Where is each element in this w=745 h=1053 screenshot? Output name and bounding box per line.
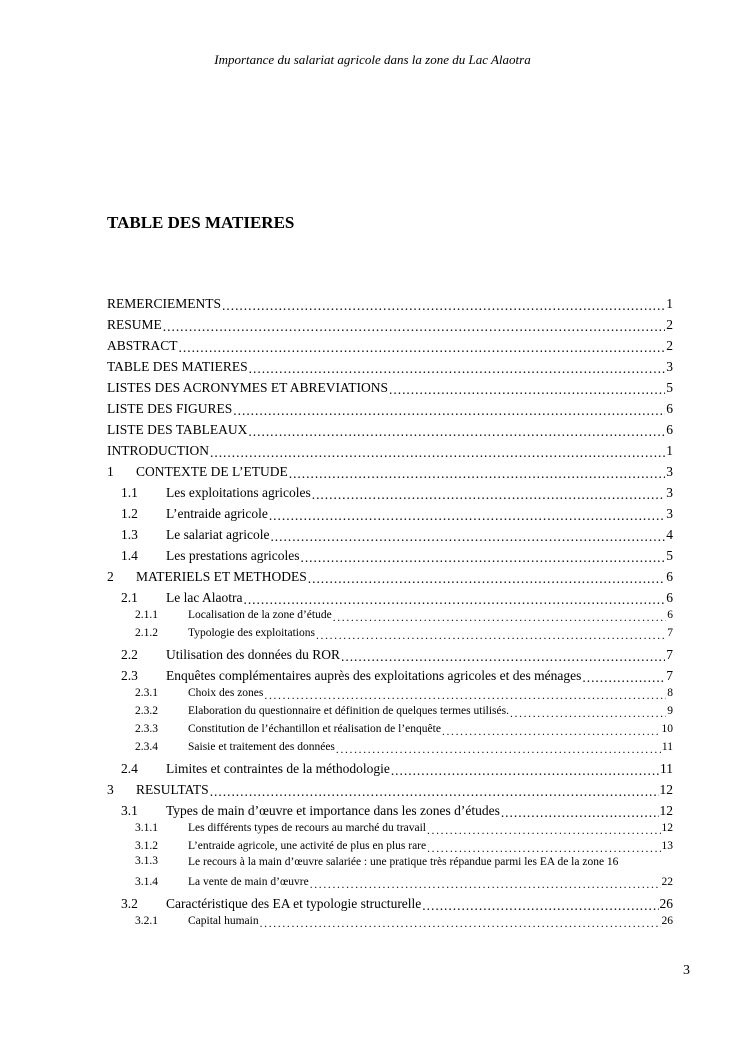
toc-entry-number: 1 xyxy=(107,464,114,479)
toc-entry-section-2-1[interactable] xyxy=(107,584,673,605)
toc-leader xyxy=(391,765,659,776)
toc-entry-text: Les prestations agricoles xyxy=(166,548,300,563)
toc-leader xyxy=(222,300,665,311)
toc-leader xyxy=(389,384,665,395)
toc-entry-page: 2 xyxy=(666,317,673,332)
toc-leader xyxy=(260,920,661,929)
toc-entry-page: 22 xyxy=(661,876,673,888)
toc-entry-number: 2.1.1 xyxy=(135,609,158,621)
toc-entry-text: INTRODUCTION xyxy=(107,443,209,458)
toc-entry-text: Utilisation des données du ROR xyxy=(166,647,340,662)
toc-entry-page: 26 xyxy=(659,896,673,911)
toc-entry-section-2-2[interactable] xyxy=(107,641,673,662)
toc-entry-section-2-4[interactable] xyxy=(107,755,673,776)
toc-entry-section-1[interactable] xyxy=(107,458,673,479)
toc-entry-text: RESUME xyxy=(107,317,162,332)
toc-entry-page: 3 xyxy=(666,359,673,374)
toc-entry-page: 3 xyxy=(666,506,673,521)
toc-entry-number: 3.1 xyxy=(121,803,138,818)
toc-leader xyxy=(248,426,665,437)
toc-entry-text: Capital humain xyxy=(188,915,259,927)
toc-entry-text: Saisie et traitement des données xyxy=(188,741,335,753)
toc-entry-number: 2.3.3 xyxy=(135,723,158,735)
toc-entry-resume[interactable] xyxy=(107,311,673,332)
toc-entry-text: ABSTRACT xyxy=(107,338,178,353)
toc-entry-text: Le salariat agricole xyxy=(166,527,270,542)
toc-entry-page: 1 xyxy=(666,296,673,311)
toc-entry-text: LISTES DES ACRONYMES ET ABREVIATIONS xyxy=(107,380,389,395)
toc-entry-text: Choix des zones xyxy=(188,687,264,699)
toc-entry-number: 2.3 xyxy=(121,668,138,683)
toc-entry-tableaux[interactable] xyxy=(107,416,673,437)
toc-entry-number: 2.1.2 xyxy=(135,627,158,639)
toc-entry-number: 2 xyxy=(107,569,114,584)
toc-leader xyxy=(264,692,666,701)
toc-leader xyxy=(270,531,665,542)
toc-entry-abstract[interactable] xyxy=(107,332,673,353)
toc-entry-page: 6 xyxy=(666,569,673,584)
toc-entry-number: 2.3.2 xyxy=(135,705,158,717)
toc-entry-number: 1.4 xyxy=(121,548,138,563)
toc-leader xyxy=(422,900,658,911)
toc-entry-page: 5 xyxy=(666,380,673,395)
toc-entry-number: 3.2 xyxy=(121,896,138,911)
toc-entry-page: 1 xyxy=(666,443,673,458)
toc-leader xyxy=(300,552,665,563)
toc-entry-section-3-1-3[interactable] xyxy=(107,854,673,872)
toc-entry-section-3-2-1[interactable] xyxy=(107,911,673,929)
toc-entry-page: 11 xyxy=(660,761,673,776)
toc-entry-text: L’entraide agricole xyxy=(166,506,268,521)
toc-entry-text: TABLE DES MATIERES xyxy=(107,359,248,374)
toc-entry-acronymes[interactable] xyxy=(107,374,673,395)
toc-leader xyxy=(442,728,661,737)
toc-entry-text: MATERIELS ET METHODES xyxy=(136,569,307,584)
toc-leader xyxy=(427,845,660,854)
toc-entry-page: 3 xyxy=(666,485,673,500)
toc-entry-section-2-1-2[interactable] xyxy=(107,623,673,641)
toc-entry-text: Les exploitations agricoles xyxy=(166,485,311,500)
toc-entry-number: 3 xyxy=(107,782,114,797)
toc-entry-section-2[interactable] xyxy=(107,563,673,584)
toc-entry-text: RESULTATS xyxy=(136,782,209,797)
toc-entry-section-3-1-4[interactable] xyxy=(107,872,673,890)
toc-entry-page: 5 xyxy=(666,548,673,563)
toc-leader xyxy=(501,807,659,818)
toc-leader xyxy=(336,746,661,755)
toc-entry-section-1-4[interactable] xyxy=(107,542,673,563)
toc-entry-number: 2.1 xyxy=(121,590,138,605)
toc-entry-number: 3.1.1 xyxy=(135,822,158,834)
toc-entry-page: 7 xyxy=(666,668,673,683)
toc-entry-section-2-3[interactable] xyxy=(107,662,673,683)
toc-entry-number: 2.2 xyxy=(121,647,138,662)
toc-leader xyxy=(308,573,666,584)
toc-entry-page: 7 xyxy=(666,647,673,662)
toc-leader xyxy=(249,363,666,374)
toc-entry-page: 4 xyxy=(666,527,673,542)
toc-leader xyxy=(269,510,665,521)
toc-entry-page: 6 xyxy=(667,609,673,621)
toc-leader xyxy=(179,342,666,353)
toc-entry-page: 7 xyxy=(667,627,673,639)
toc-entry-text: Limites et contraintes de la méthodologie xyxy=(166,761,390,776)
toc-entry-page: 6 xyxy=(666,401,673,416)
toc-entry-text: LISTE DES TABLEAUX xyxy=(107,422,248,437)
toc-leader xyxy=(163,321,665,332)
toc-entry-page: 6 xyxy=(666,590,673,605)
toc-entry-section-3-2[interactable] xyxy=(107,890,673,911)
toc-entry-text: LISTE DES FIGURES xyxy=(107,401,233,416)
toc-leader xyxy=(510,710,666,719)
toc-entry-text: Les différents types de recours au marché du travail xyxy=(188,822,426,834)
toc-entry-page: 9 xyxy=(667,705,673,717)
toc-entry-section-1-3[interactable] xyxy=(107,521,673,542)
toc-entry-figures[interactable] xyxy=(107,395,673,416)
toc-entry-number: 2.4 xyxy=(121,761,138,776)
toc-leader xyxy=(310,881,661,890)
toc-leader xyxy=(341,651,665,662)
toc-leader xyxy=(243,594,665,605)
toc-entry-page: 2 xyxy=(666,338,673,353)
toc-leader xyxy=(427,827,661,836)
toc-entry-text: L’entraide agricole, une activité de plus en plus rare xyxy=(188,840,427,852)
toc-entry-text: Constitution de l’échantillon et réalisation de l’enquête xyxy=(188,723,441,735)
toc-entry-text: Elaboration du questionnaire et définition de quelques termes utilisés. xyxy=(188,705,509,717)
toc-entry-section-1-1[interactable] xyxy=(107,479,673,500)
toc-entry-section-3-1-2[interactable] xyxy=(107,836,673,854)
toc-entry-number: 3.1.2 xyxy=(135,840,158,852)
toc-entry-text: Types de main d’œuvre et importance dans les zones d’études xyxy=(166,803,500,818)
toc-entry-number: 2.3.1 xyxy=(135,687,158,699)
page-number: 3 xyxy=(683,963,690,978)
toc-leader xyxy=(210,447,665,458)
toc-entry-number: 3.1.3 xyxy=(135,855,158,867)
toc-entry-page: 11 xyxy=(661,741,673,753)
toc-entry-table-des-matieres[interactable] xyxy=(107,353,673,374)
toc-leader xyxy=(289,468,666,479)
toc-entry-text: Enquêtes complémentaires auprès des exploitations agricoles et des ménages xyxy=(166,668,582,683)
toc-entry-text: CONTEXTE DE L’ETUDE xyxy=(136,464,288,479)
toc-entry-section-3-1-1[interactable] xyxy=(107,818,673,836)
toc-leader xyxy=(233,405,665,416)
toc-entry-introduction[interactable] xyxy=(107,437,673,458)
toc-leader xyxy=(316,632,666,641)
toc-entry-number: 1.3 xyxy=(121,527,138,542)
toc-entry-text: Typologie des exploitations xyxy=(188,627,315,639)
toc-entry-page: 12 xyxy=(659,782,673,797)
toc-entry-page: 13 xyxy=(661,840,673,852)
toc-entry-text: Le lac Alaotra xyxy=(166,590,243,605)
toc-entry-section-2-3-2[interactable] xyxy=(107,701,673,719)
toc-entry-remerciements[interactable] xyxy=(107,290,673,311)
toc-entry-number: 1.2 xyxy=(121,506,138,521)
toc-entry-page: 8 xyxy=(667,687,673,699)
toc-entry-page: 26 xyxy=(661,915,673,927)
toc-entry-page: 6 xyxy=(666,422,673,437)
toc-leader xyxy=(582,672,665,683)
toc-entry-page: 12 xyxy=(659,803,673,818)
page-title: TABLE DES MATIERES xyxy=(107,213,295,232)
running-header: Importance du salariat agricole dans la zone du Lac Alaotra xyxy=(214,52,531,67)
toc-leader xyxy=(333,614,667,623)
toc-entry-page: 10 xyxy=(661,723,673,735)
toc-entry-page: 12 xyxy=(661,822,673,834)
toc-entry-number: 2.3.4 xyxy=(135,741,158,753)
toc-entry-number: 3.2.1 xyxy=(135,915,158,927)
toc-entry-page: 3 xyxy=(666,464,673,479)
toc-entry-text: La vente de main d’œuvre xyxy=(188,876,309,888)
table-of-contents xyxy=(107,290,673,929)
toc-entry-section-2-3-1[interactable] xyxy=(107,683,673,701)
toc-entry-section-3-1[interactable] xyxy=(107,797,673,818)
toc-entry-section-2-1-1[interactable] xyxy=(107,605,673,623)
toc-entry-number: 1.1 xyxy=(121,485,138,500)
toc-entry-text: Localisation de la zone d’étude xyxy=(188,609,332,621)
toc-entry-section-3[interactable] xyxy=(107,776,673,797)
toc-entry-number: 3.1.4 xyxy=(135,876,158,888)
toc-entry-text: REMERCIEMENTS xyxy=(107,296,222,311)
toc-entry-section-2-3-3[interactable] xyxy=(107,719,673,737)
toc-leader xyxy=(210,786,659,797)
toc-entry-section-2-3-4[interactable] xyxy=(107,737,673,755)
toc-entry-section-1-2[interactable] xyxy=(107,500,673,521)
toc-entry-text: Caractéristique des EA et typologie structurelle xyxy=(166,896,422,911)
toc-leader xyxy=(312,489,666,500)
toc-entry-text: Le recours à la main d’œuvre salariée : une pratique très répandue parmi les EA de la zone 16 xyxy=(188,856,619,868)
